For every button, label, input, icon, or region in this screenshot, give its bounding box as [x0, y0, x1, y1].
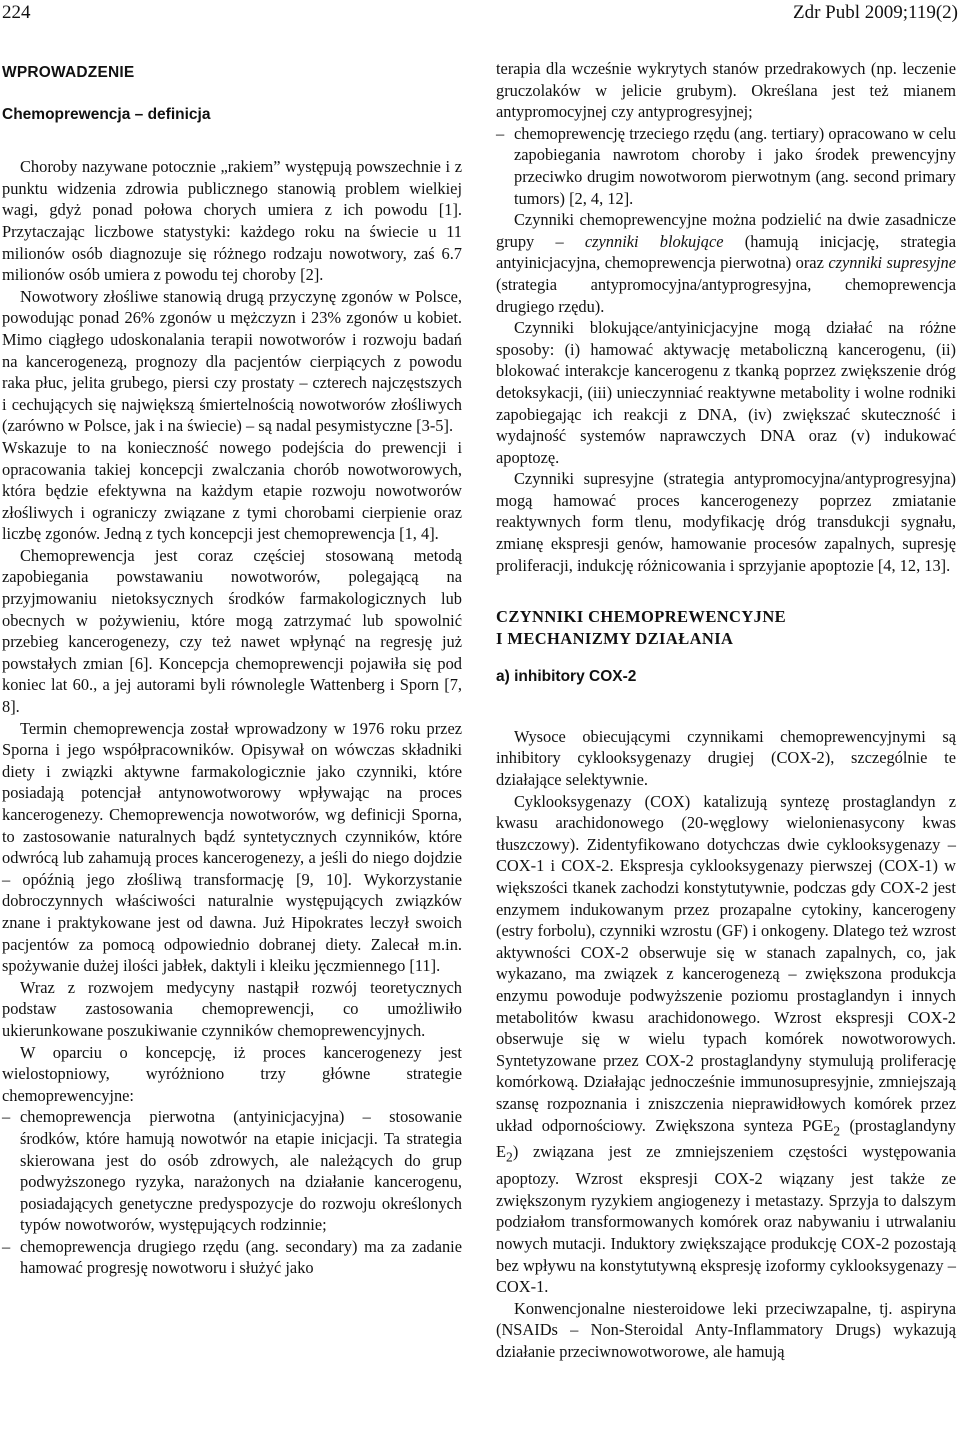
- paragraph: Czynniki blokujące/antyinicjacyjne mogą działać na różne sposoby: (i) hamować aktywację metaboliczną kancerogenu, (ii) blokować interakcje kancerogenu z tkanką poprzez zwiększenie dróg detoksykacji, (iii) unieczynniać reaktywne metabolity i wolne rodniki zapobiegając ich reakcji z DNA, (iv) zwiększać skuteczność i wydajność systemów naprawczych DNA oraz (v) indukować apoptozę.: [496, 318, 956, 467]
- list-item: – chemoprewencja pierwotna (antyinicjacyjna) – stosowanie środków, które hamują nowotwór na etapie inicjacji. Ta strategia skierowana jest do osób zdrowych, ale należących do grup podwyższonego ryzyka, narażonych na działanie kancerogenu, posiadających genetyczne predyspozycje do rozwoju określonych typów nowotworów, występujących rodzinnie;: [2, 1106, 462, 1236]
- paragraph: W oparciu o koncepcję, iż proces kancerogenezy jest wielostopniowy, wyróżniono trzy główne strategie chemoprewencyjne:: [2, 1042, 462, 1105]
- paragraph: Wysoce obiecującymi czynnikami chemoprewencyjnymi są inhibitory cyklooksygenazy drugiej (COX-2), szczególnie te działające selektywnie.: [496, 726, 956, 790]
- paragraph: Nowotwory złośliwe stanowią drugą przyczynę zgonów w Polsce, powodując ponad 26% zgonów u mężczyzn i 23% zgonów u kobiet. Mimo ciągłego udoskonalania terapii nowotworów i rozwoju badań na kancerogenezą, prognozy dla pacjentów cierpiących z powodu raka płuc, jelita grubego, piersi czy prostaty – czterech najczęstszych i cechujących się największą śmiertelnością nowotworów złośliwych (zarówno w Polsce, jak i na świecie) – są nadal pesymistyczne [3-5].: [2, 286, 462, 436]
- subsection-title: a) inhibitory COX-2: [496, 668, 637, 686]
- journal-citation: Zdr Publ 2009;119(2): [792, 2, 958, 23]
- paragraph: Konwencjonalne niesteroidowe leki przeciwzapalne, tj. aspiryna (NSAIDs – Non-Steroidal Anty-Inflammatory Drugs) wykazują działanie przeciwnowotworowe, ale hamują: [496, 1298, 956, 1362]
- paragraph: Wskazuje to na konieczność nowego podejścia do prewencji i opracowania takiej koncepcji zwalczania chorób nowotworowych, która będzie efektywna na każdym etapie rozwoju nowotworów złośliwych i ograniczy związane z tymi chorobami cierpienie oraz liczbę zgonów. Jedną z tych koncepcji jest chemoprewencja [1, 4].: [2, 437, 462, 544]
- paragraph: Choroby nazywane potocznie „rakiem” występują powszechnie i z punktu widzenia zdrowia publicznego stanowią problem wielkiej wagi, gdyż ponad połowa chorych umiera z ich powodu [1]. Przytaczając liczbowe statystyki: każdego roku na świecie u 11 milionów osób diagnozuje się różnego rodzaju nowotwory, zaś 6.7 milionów osób umiera z powodu tej choroby [2].: [2, 157, 462, 285]
- strategy-list: [2, 1106, 462, 1279]
- list-item: – chemoprewencję trzeciego rzędu (ang. tertiary) opracowano w celu zapobiegania nawrotom choroby i jako środek prewencyjny przeciwko drugim nowotworom pierwotnym (ang. second primary tumors) [2, 4, 12].: [496, 123, 956, 209]
- list-item: – chemoprewencja drugiego rzędu (ang. secondary) ma za zadanie hamować progresję nowotworu i służyć jako: [2, 1236, 462, 1279]
- section-title: WPROWADZENIE: [2, 64, 135, 81]
- paragraph: Chemoprewencja jest coraz częściej stosowaną metodą zapobiegania powstawaniu nowotworów, polegającą na przyjmowaniu nietoksycznych środków farmakologicznych lub obecnych w pożywieniu, które mogą zatrzymać lub spowolnić przebieg kancerogenezy, czy też nawet wpłynąć na regresję już powstałych zmian [6]. Koncepcja chemoprewencji pojawiła się pod koniec lat 60., a jej autorami byli równolegle Wattenberg i Sporn [7, 8].: [2, 545, 462, 717]
- paragraph: Cyklooksygenazy (COX) katalizują syntezę prostaglandyn z kwasu arachidonowego (20-węglowy wielonienasycony kwas tłuszczowy). Zidentyfikowano dotychczas dwie cyklooksygenazy – COX-1 i COX-2. Ekspresja cyklooksygenazy pierwszej (COX-1) w większości tkanek zachodzi konstytutywnie, podczas gdy COX-2 jest enzymem indukowanym przez prozapalne cytokiny, kancerogeny (estry forbolu), czynniki wzrostu (GF) i onkogeny. Dlatego też wzrost aktywności COX-2 obserwuje się w stanach zapalnych, co, jak wykazano, ma związek z kancerogenezą – zwiększona produkcja enzymu powoduje podwyższenie poziomu prostaglandyn i innych metabolitów kwasu arachidonowego. Wzrost ekspresji COX-2 obserwuje się w wielu typach komórek nowotworowych. Syntetyzowane przez COX-2 prostaglandyny stymulują proliferację komórkową. Działając jednocześnie immunosupresyjnie, zmniejszają szansę rozpoznania i zniszczenia nieprawidłowych komórek przez układ odpornościowy. Zwiększona synteza $PGE_2$ (prostaglandyny $E_2$) związana jest ze zmniejszeniem częstości występowania apoptozy. Wzrost ekspresji COX-2 wiązany jest także ze zwiększonym ryzykiem angiogenezy i metastazy. Sprzyja to dalszym podziałom transformowanych komórek oraz nabywaniu i utrwalaniu nowych mutacji. Induktory zwiększające produkcję COX-2 pozostają bez wpływu na konstytutywną ekspresję izoformy cyklooksygenazy – COX-1.: [496, 791, 956, 1297]
- paragraph: terapia dla wcześnie wykrytych stanów przedrakowych (np. leczenie gruczolaków w jelicie grubym). Określana jest też mianem antypromocyjnej czy antyprogresyjnej;: [496, 59, 956, 122]
- paragraph: Czynniki supresyjne (strategia antypromocyjna/antyprogresyjna) mogą hamować proces kancerogenezy poprzez zmiatanie reaktywnych form tlenu, modyfikację dróg transdukcji sygnału, zmianę ekspresji genów, hamowanie procesów zapalnych, supresję proliferacji, indukcję różnicowania i sprzyjanie apoptozie [4, 12, 13].: [496, 469, 956, 575]
- paragraph: Termin chemoprewencja został wprowadzony w 1976 roku przez Sporna i jego współpracowników. Opisywał on wówczas składniki diety i związki aktywne farmakologicznie jako czynniki, które posiadają potencjał antynowotworowy wpływając na proces kancerogenezy. Chemoprewencja nowotworów, wg definicji Sporna, to zastosowanie naturalnych bądź syntetycznych czynników, które odwrócą lub zahamują proces kancerogenezy, a jeśli do niego dojdzie – opóźnią jego złośliwą transformację [9, 10]. Wykorzystanie dobroczynnych właściwości naturalnie występujących związków znane i praktykowane jest od dawna. Już Hipokrates leczył swoich pacjentów za pomocą odpowiednio dobranej diety. Zalecał m.in. spożywanie dużej ilości jabłek, daktyli i kleiku jęczmiennego [11].: [2, 718, 462, 976]
- paragraph: Wraz z rozwojem medycyny nastąpił rozwój teoretycznych podstaw zastosowania chemoprewencji, co umożliwiło ukierunkowane poszukiwanie czynników chemoprewencyjnych.: [2, 977, 462, 1040]
- term-blocking-agents: czynniki blokujące: [584, 231, 724, 251]
- left-column: [2, 58, 462, 1279]
- page-number: 224: [2, 2, 31, 23]
- paragraph: Czynniki chemoprewencyjne można podzielić na dwie zasadnicze grupy – czynniki blokujące (hamują inicjację, strategia antyinicjacyjna, chemoprewencja pierwotna) oraz czynniki supresyjne (strategia antypromocyjna/antyprogresyjna, chemoprewencja drugiego rzędu).: [496, 210, 956, 316]
- right-column: [496, 58, 956, 1363]
- running-header: [0, 2, 960, 28]
- strategy-list: [496, 123, 956, 209]
- section-title: CZYNNIKI CHEMOPREWENCYJNE I MECHANIZMY DZIAŁANIA: [496, 607, 787, 649]
- subsection-title: Chemoprewencja – definicja: [2, 105, 211, 123]
- term-suppressing-agents: czynniki supresyjne: [828, 253, 956, 273]
